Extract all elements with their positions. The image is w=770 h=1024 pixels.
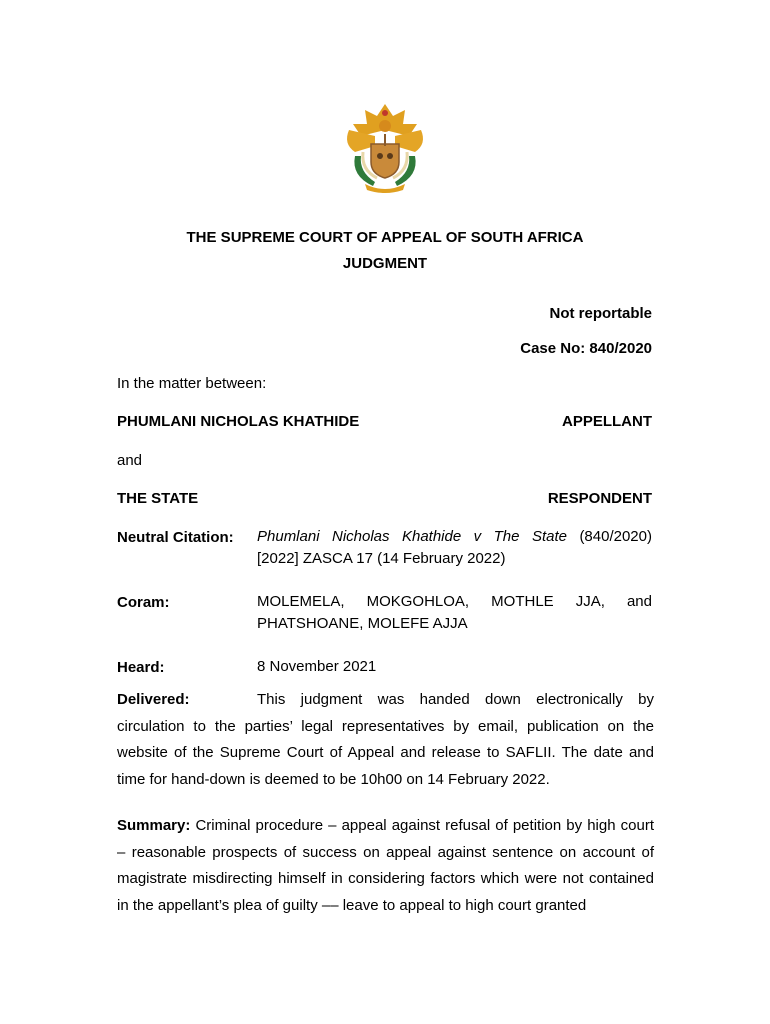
citation-case-ref: (840/2020) xyxy=(579,528,652,545)
citation-line-2: [2022] ZASCA 17 (14 February 2022) xyxy=(257,550,506,567)
court-title: THE SUPREME COURT OF APPEAL OF SOUTH AFRICA xyxy=(186,229,584,246)
citation-line-1 xyxy=(257,526,652,548)
respondent-role: RESPONDENT xyxy=(547,490,652,507)
coram-word: MOKGOHLOA, xyxy=(366,593,470,610)
coram-word: MOLEMELA, xyxy=(257,593,345,610)
coram-value xyxy=(257,591,652,635)
delivered-text: This judgment was handed down electronically by circulation to the parties’ legal representatives by email, publication on the website of the Supreme Court of Appeal and release to SAFLII. The date and time for hand-down is deemed to be 10h00 on 14 February 2022. xyxy=(117,691,654,788)
summary-label: Summary: xyxy=(117,817,191,834)
appellant-name: PHUMLANI NICHOLAS KHATHIDE xyxy=(117,413,360,430)
coram-line-2: PHATSHOANE, MOLEFE AJJA xyxy=(257,615,468,632)
summary-text: Criminal procedure – appeal against refusal of petition by high court – reasonable prospects of success on appeal against sentence on account of magistrate misdirecting himself in considering factors which were not contained in the appellant’s plea of guilty –– leave to appeal to high court granted xyxy=(117,817,655,914)
citation-case-name: Phumlani Nicholas Khathide v The State xyxy=(257,528,567,545)
coram-word: MOTHLE xyxy=(491,593,554,610)
coram-label: Coram: xyxy=(117,594,170,611)
heard-label: Heard: xyxy=(117,659,165,676)
coram-word: and xyxy=(626,593,652,610)
citation-value xyxy=(257,526,652,570)
appellant-role: APPELLANT xyxy=(562,413,652,430)
delivered-label: Delivered: xyxy=(117,691,190,708)
heard-value: 8 November 2021 xyxy=(257,658,377,675)
delivered-paragraph xyxy=(117,687,654,793)
coram-word: JJA, xyxy=(575,593,605,610)
reportable-status: Not reportable xyxy=(549,305,652,322)
document-type: JUDGMENT xyxy=(342,255,428,272)
citation-label: Neutral Citation: xyxy=(117,529,234,546)
coat-of-arms-icon xyxy=(335,100,435,194)
parties-intro: In the matter between: xyxy=(117,375,267,392)
coram-line-1 xyxy=(257,591,652,613)
parties-conjunction: and xyxy=(117,452,143,469)
case-number: Case No: 840/2020 xyxy=(520,340,652,357)
respondent-name: THE STATE xyxy=(117,490,199,507)
summary-paragraph xyxy=(117,813,654,919)
